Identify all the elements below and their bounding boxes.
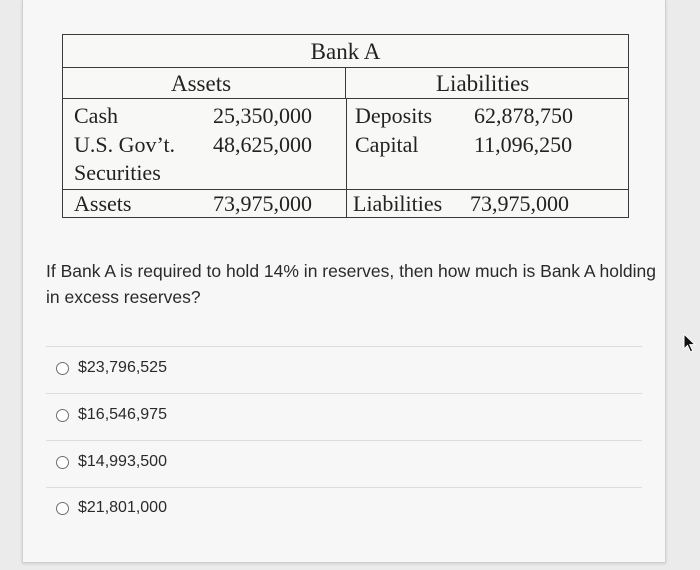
answer-option-2[interactable] [56, 404, 167, 426]
gov-securities-value: 48,625,000 [213, 132, 312, 157]
deposits-label: Deposits [355, 103, 432, 128]
column-divider [346, 99, 347, 217]
total-assets-value: 73,975,000 [213, 191, 312, 216]
answer-option-1[interactable] [56, 357, 167, 379]
radio-empty-icon[interactable] [56, 456, 69, 469]
cash-label: Cash [74, 103, 118, 128]
assets-header-label: Assets [171, 71, 232, 96]
answer-option-label: $23,796,525 [78, 359, 167, 376]
mouse-pointer-icon [683, 333, 697, 353]
answer-option-label: $21,801,000 [78, 499, 167, 516]
gov-securities-label-line2: Securities [74, 160, 161, 185]
total-row-divider [63, 189, 628, 190]
cash-value: 25,350,000 [213, 103, 312, 128]
capital-value: 11,096,250 [474, 132, 573, 157]
answer-option-3[interactable] [56, 451, 167, 473]
question-text: If Bank A is required to hold 14% in reserves, then how much is Bank A holding in excess reserves? [46, 261, 656, 307]
option-divider [46, 487, 642, 488]
gov-securities-label-line1: U.S. Gov’t. [74, 132, 176, 157]
table-title: Bank A [63, 35, 628, 68]
liabilities-header-label: Liabilities [436, 71, 530, 96]
radio-empty-icon[interactable] [56, 362, 69, 375]
balance-sheet-table [62, 34, 629, 218]
assets-header [63, 68, 346, 99]
total-assets-label: Assets [74, 191, 132, 216]
radio-empty-icon[interactable] [56, 409, 69, 422]
option-divider [46, 346, 642, 347]
answer-option-label: $16,546,975 [78, 406, 167, 423]
option-divider [46, 393, 642, 394]
answer-option-label: $14,993,500 [78, 453, 167, 470]
liabilities-header [346, 68, 628, 99]
capital-label: Capital [355, 132, 419, 157]
option-divider [46, 440, 642, 441]
radio-empty-icon[interactable] [56, 502, 69, 515]
deposits-value: 62,878,750 [474, 103, 573, 128]
answer-option-4[interactable] [56, 497, 167, 519]
total-liabilities-label: Liabilities [353, 191, 443, 216]
total-liabilities-value: 73,975,000 [470, 191, 569, 216]
